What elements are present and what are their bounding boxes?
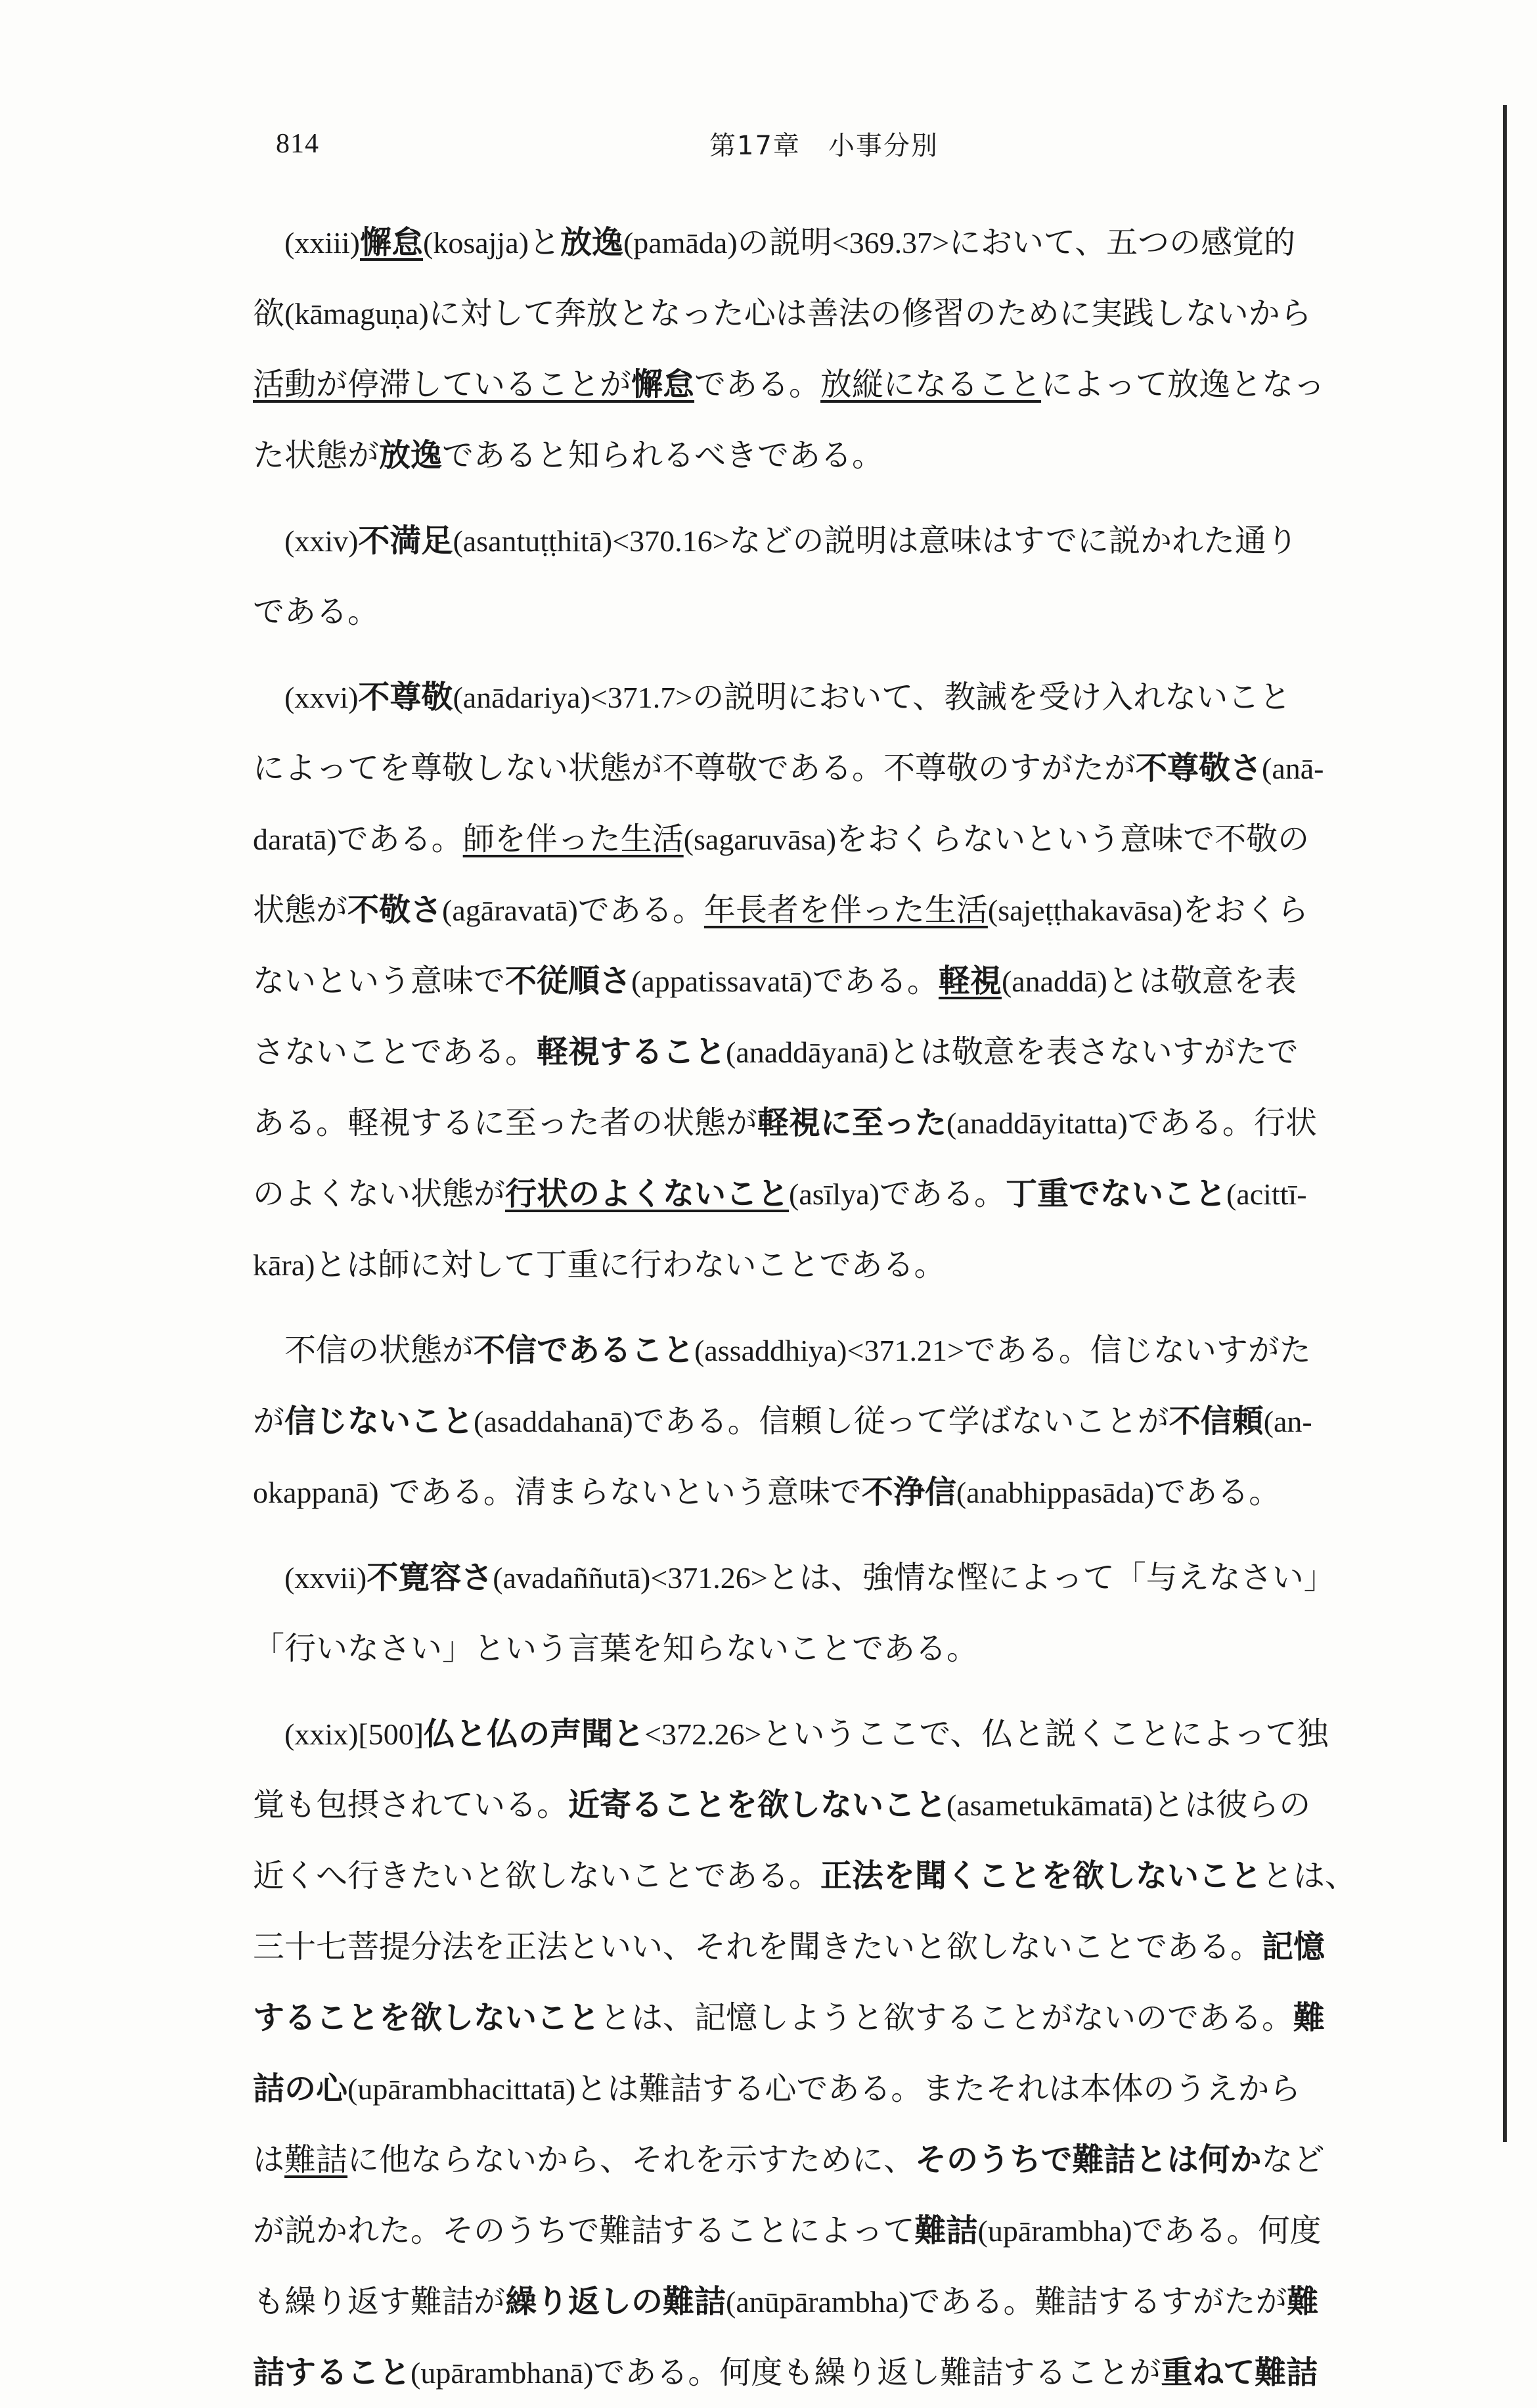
text-line: [253, 1457, 1399, 1528]
text-segment: である。: [253, 593, 380, 630]
bold-term: 記憶: [1262, 1928, 1325, 1965]
text-segment: の説明において、教誡を受け入れないこと: [692, 679, 1291, 716]
text-segment: (kosajja): [423, 226, 529, 260]
text-segment: (anaddāyitatta): [947, 1106, 1128, 1140]
text-segment: に他ならないから、それを示すために、: [347, 2141, 916, 2178]
text-segment: (anūpārambha): [726, 2285, 909, 2319]
bold-term: 重ねて難詰: [1161, 2354, 1318, 2391]
text-line: [253, 1087, 1399, 1158]
bold-term: 不寛容さ: [367, 1559, 493, 1596]
text-segment: である。信じないすがた: [964, 1332, 1311, 1369]
text-line: [253, 505, 1399, 576]
text-segment: である。何度: [1132, 2212, 1322, 2249]
text-segment: (anaddāyanā): [726, 1035, 889, 1069]
text-segment: である。: [879, 1175, 1006, 1212]
text-segment: <371.21>: [847, 1334, 964, 1367]
text-segment: である。行状: [1127, 1104, 1317, 1141]
underlined-phrase: 年長者を伴った生活: [703, 892, 988, 928]
text-line: [253, 1542, 1399, 1613]
text-line: [253, 1911, 1399, 1982]
text-line: [253, 1016, 1399, 1087]
text-segment: のよくない状態が: [253, 1175, 506, 1212]
body-text: [253, 207, 1399, 2408]
text-line: [253, 2266, 1399, 2337]
bold-term: 不敬さ: [347, 892, 443, 928]
text-segment: okappanā): [253, 1476, 379, 1509]
text-segment: <369.37>: [832, 226, 950, 260]
text-segment: とは難詰する心である。またそれは本体のうえから: [575, 2070, 1301, 2107]
text-segment: ないという意味で: [253, 963, 506, 999]
text-line: [253, 1315, 1399, 1386]
underlined-phrase: 活動が停滞していることが: [253, 366, 632, 403]
bold-term: 軽視すること: [537, 1034, 726, 1070]
text-line: [253, 875, 1399, 945]
underlined-phrase: 難詰: [284, 2141, 348, 2178]
text-segment: (anaddā): [1001, 965, 1107, 998]
text-segment: である。: [336, 821, 463, 857]
bold-term: 近寄ることを欲しないこと: [568, 1786, 947, 1823]
text-line: [253, 576, 1399, 647]
text-segment: である。清まらないという意味で: [378, 1474, 862, 1511]
text-segment: と: [528, 224, 560, 261]
bold-term: 不信であること: [474, 1332, 695, 1369]
text-segment: (xxvi): [284, 681, 359, 714]
text-segment: とは、記憶しようと欲することがないのである。: [600, 1999, 1294, 2036]
text-segment: (agāravatā): [442, 894, 578, 927]
text-segment: とは敬意を表: [1107, 963, 1297, 999]
text-segment: (sajeṭṭhakavāsa): [987, 894, 1183, 927]
text-segment: である。: [694, 366, 821, 403]
bold-term: 軽視: [938, 963, 1002, 999]
text-segment: である。何度も繰り返し難詰することが: [593, 2354, 1161, 2391]
running-head: 第17章 小事分別: [709, 131, 939, 161]
text-line: [253, 2337, 1399, 2408]
text-segment: (an-: [1263, 1405, 1312, 1438]
text-segment: など: [1261, 2141, 1325, 2178]
text-segment: (acittī-: [1226, 1177, 1307, 1211]
text-segment: によってを尊敬しない状態が不尊敬である。不尊敬のすがたが: [253, 750, 1136, 786]
text-line: [253, 662, 1399, 733]
bold-term: 仏と仏の声聞と: [424, 1715, 645, 1752]
text-segment: 「行いなさい」という言葉を知らないことである。: [253, 1630, 979, 1667]
text-segment: ある。軽視するに至った者の状態が: [253, 1104, 758, 1141]
text-segment: とは師に対して丁重に行わないことである。: [315, 1246, 946, 1283]
bold-term: 丁重でないこと: [1005, 1175, 1226, 1212]
text-segment: をおくらないという意味で不敬の: [836, 821, 1310, 857]
bold-term: 不尊敬さ: [1136, 750, 1262, 786]
page-edge-rule: [1503, 105, 1507, 2142]
text-segment: である。: [812, 963, 939, 999]
text-segment: (asīlya): [789, 1177, 880, 1211]
text-segment: が説かれた。そのうちで難詰することによって: [253, 2212, 915, 2249]
bold-term: 詰すること: [253, 2354, 411, 2391]
text-segment: である。信頼し従って学ばないことが: [633, 1403, 1169, 1440]
bold-term: 不尊敬: [358, 679, 453, 716]
bold-term: 懈怠: [359, 224, 423, 261]
text-segment: <371.7>: [590, 681, 693, 714]
text-segment: とは敬意を表さないすがたで: [888, 1034, 1299, 1070]
text-segment: <371.26>: [650, 1561, 768, 1595]
bold-term: 不浄信: [861, 1474, 956, 1511]
text-line: [253, 420, 1399, 491]
bold-term: 不従順さ: [505, 963, 632, 999]
text-segment: (sagaruvāsa): [683, 823, 837, 856]
text-line: [253, 278, 1399, 349]
bold-term: 難詰: [914, 2212, 978, 2249]
bold-term: 行状のよくないこと: [505, 1175, 790, 1212]
text-segment: 三十七菩提分法を正法といい、それを聞きたいと欲しないことである。: [253, 1928, 1262, 1965]
text-line: [253, 733, 1399, 804]
text-line: [253, 207, 1399, 278]
bold-term: 放逸: [379, 437, 443, 474]
text-line: [253, 1386, 1399, 1457]
underlined-phrase: 放縦になること: [820, 366, 1042, 403]
text-segment: の説明: [737, 224, 832, 261]
text-segment: も繰り返す難詰が: [253, 2283, 506, 2320]
text-segment: た状態が: [253, 437, 380, 474]
text-segment: (appatissavatā): [631, 965, 813, 998]
text-segment: (upārambha): [977, 2214, 1132, 2248]
text-segment: (upārambhacittatā): [347, 2072, 576, 2106]
bold-term: 正法を聞くことを欲しないこと: [820, 1857, 1262, 1894]
text-segment: である。: [577, 892, 704, 928]
text-segment: というここで、仏と説くことによって独: [761, 1715, 1329, 1752]
text-segment: において、五つの感覚的: [949, 224, 1296, 261]
text-line: [253, 1982, 1399, 2053]
text-line: [253, 2195, 1399, 2266]
bold-term: 放逸: [560, 224, 623, 261]
text-segment: が: [253, 1403, 285, 1440]
text-line: [253, 945, 1399, 1016]
text-line: [253, 804, 1399, 875]
text-segment: に対して奔放となった心は善法の修習のために実践しないから: [428, 295, 1312, 332]
bold-term: 信じないこと: [284, 1403, 474, 1440]
text-segment: (xxiv): [284, 524, 359, 558]
text-line: [253, 1613, 1399, 1684]
text-segment: である。難詰するすがたが: [908, 2283, 1287, 2320]
bold-term: 繰り返しの難詰: [505, 2283, 726, 2320]
text-segment: 状態が: [253, 892, 348, 928]
text-line: [253, 2124, 1399, 2195]
text-segment: によって放逸となっ: [1041, 366, 1325, 403]
text-segment: (asaddahanā): [474, 1405, 633, 1438]
text-segment: (anādariya): [453, 681, 590, 714]
text-line: [253, 1698, 1399, 1769]
text-segment: 近くへ行きたいと欲しないことである。: [253, 1857, 821, 1894]
text-segment: であると知られるべきである。: [442, 437, 884, 474]
text-line: [253, 349, 1399, 420]
text-segment: 欲: [253, 295, 285, 332]
text-segment: daratā): [253, 823, 337, 856]
underlined-phrase: 師を伴った生活: [462, 821, 684, 857]
text-segment: などの説明は意味はすでに説かれた通り: [729, 522, 1298, 559]
text-segment: <372.26>: [644, 1717, 762, 1751]
text-segment: 不信の状態が: [284, 1332, 474, 1369]
text-line: [253, 1769, 1399, 1840]
bold-term: 難: [1293, 1999, 1325, 2036]
bold-term: 詰の心: [253, 2070, 348, 2107]
text-segment: (xxvii): [284, 1561, 367, 1595]
text-segment: (xxix)[500]: [284, 1717, 424, 1751]
text-segment: (xxiii): [284, 226, 360, 260]
text-segment: さないことである。: [253, 1034, 537, 1070]
text-segment: (asametukāmatā): [947, 1788, 1153, 1822]
text-segment: (kāmaguṇa): [284, 297, 429, 330]
bold-term: することを欲しないこと: [253, 1999, 600, 2036]
text-segment: (asantuṭṭhitā): [453, 524, 613, 558]
text-segment: は: [253, 2141, 285, 2178]
bold-term: 懈怠: [631, 366, 695, 403]
text-line: [253, 2053, 1399, 2124]
text-segment: (anabhippasāda): [956, 1476, 1155, 1509]
text-segment: kāra): [253, 1248, 315, 1282]
text-segment: (anā-: [1262, 752, 1324, 785]
bold-term: 不満足: [358, 522, 453, 559]
text-segment: <370.16>: [612, 524, 730, 558]
bold-term: 不信頼: [1169, 1403, 1264, 1440]
text-line: [253, 1840, 1399, 1911]
bold-term: そのうちで難詰とは何か: [915, 2141, 1262, 2178]
text-segment: (assaddhiya): [694, 1334, 847, 1367]
text-segment: をおくら: [1182, 892, 1309, 928]
text-segment: (pamāda): [623, 226, 738, 260]
text-line: [253, 1229, 1399, 1300]
text-segment: とは、強情な慳によって「与えなさい」: [767, 1559, 1335, 1596]
text-segment: である。: [1154, 1474, 1281, 1511]
text-segment: 覚も包摂されている。: [253, 1786, 569, 1823]
bold-term: 難: [1287, 2283, 1319, 2320]
text-segment: とは彼らの: [1153, 1786, 1311, 1823]
text-segment: (avadaññutā): [493, 1561, 651, 1595]
bold-term: 軽視に至った: [757, 1104, 947, 1141]
text-line: [253, 1158, 1399, 1229]
page-number: 814: [276, 129, 319, 159]
text-segment: とは、: [1262, 1857, 1357, 1894]
text-segment: (upārambhanā): [411, 2356, 594, 2390]
